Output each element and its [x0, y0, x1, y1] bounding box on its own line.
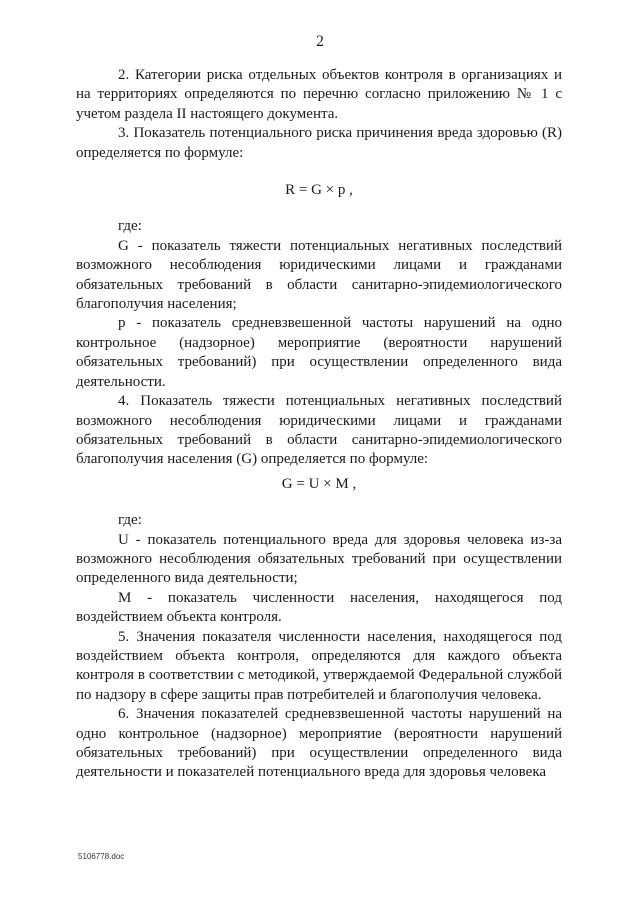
where-label-1: где:: [118, 218, 142, 235]
document-filename: 5106778.doc: [78, 852, 125, 861]
definition-g: G - показатель тяжести потенциальных негативных последствий возможного несоблюдения юридическими лицами и гражданами обязательных требований в области санитарно-эпидемиологического благополучия населения;: [76, 237, 562, 313]
paragraph-5: 5. Значения показателя численности населения, находящегося под воздействием объекта контроля, определяются для каждого объекта контроля в соответствии с методикой, утверждаемой Федеральной службой по надзору в сфере защиты прав потребителей и благополучия человека.: [76, 628, 562, 703]
paragraph-6: 6. Значения показателей средневзвешенной частоты нарушений на одно контрольное (надзорное) мероприятие (вероятности нарушений обязательных требований) при осуществлении определенного вида деятельности и показателей потенциального вреда для здоровья человека: [76, 706, 562, 781]
formula-g: G = U × M ,: [281, 475, 357, 492]
definition-p: p - показатель средневзвешенной частоты нарушений на одно контрольное (надзорное) мероприятие (вероятности нарушений обязательных требований) при осуществлении определенного вида деятельности.: [76, 315, 562, 390]
definition-u: U - показатель потенциального вреда для здоровья человека из-за возможного несоблюдения обязательных требований при осуществлении определенного вида деятельности;: [76, 531, 562, 587]
paragraph-3: 3. Показатель потенциального риска причинения вреда здоровью (R) определяется по формуле:: [76, 125, 562, 161]
page-number: 2: [316, 33, 324, 50]
where-label-2: где:: [118, 512, 142, 529]
formula-r: R = G × p ,: [285, 182, 353, 199]
paragraph-4: 4. Показатель тяжести потенциальных негативных последствий возможного несоблюдения юридическими лицами и гражданами обязательных требований в области санитарно-эпидемиологического благополучия населения (G) определяется по формуле:: [76, 393, 562, 468]
document-body: [76, 66, 562, 783]
definition-m: M - показатель численности населения, находящегося под воздействием объекта контроля.: [76, 589, 562, 626]
paragraph-2: 2. Категории риска отдельных объектов контроля в организациях и на территориях определяются по перечню согласно приложению № 1 с учетом раздела II настоящего документа.: [76, 67, 562, 122]
